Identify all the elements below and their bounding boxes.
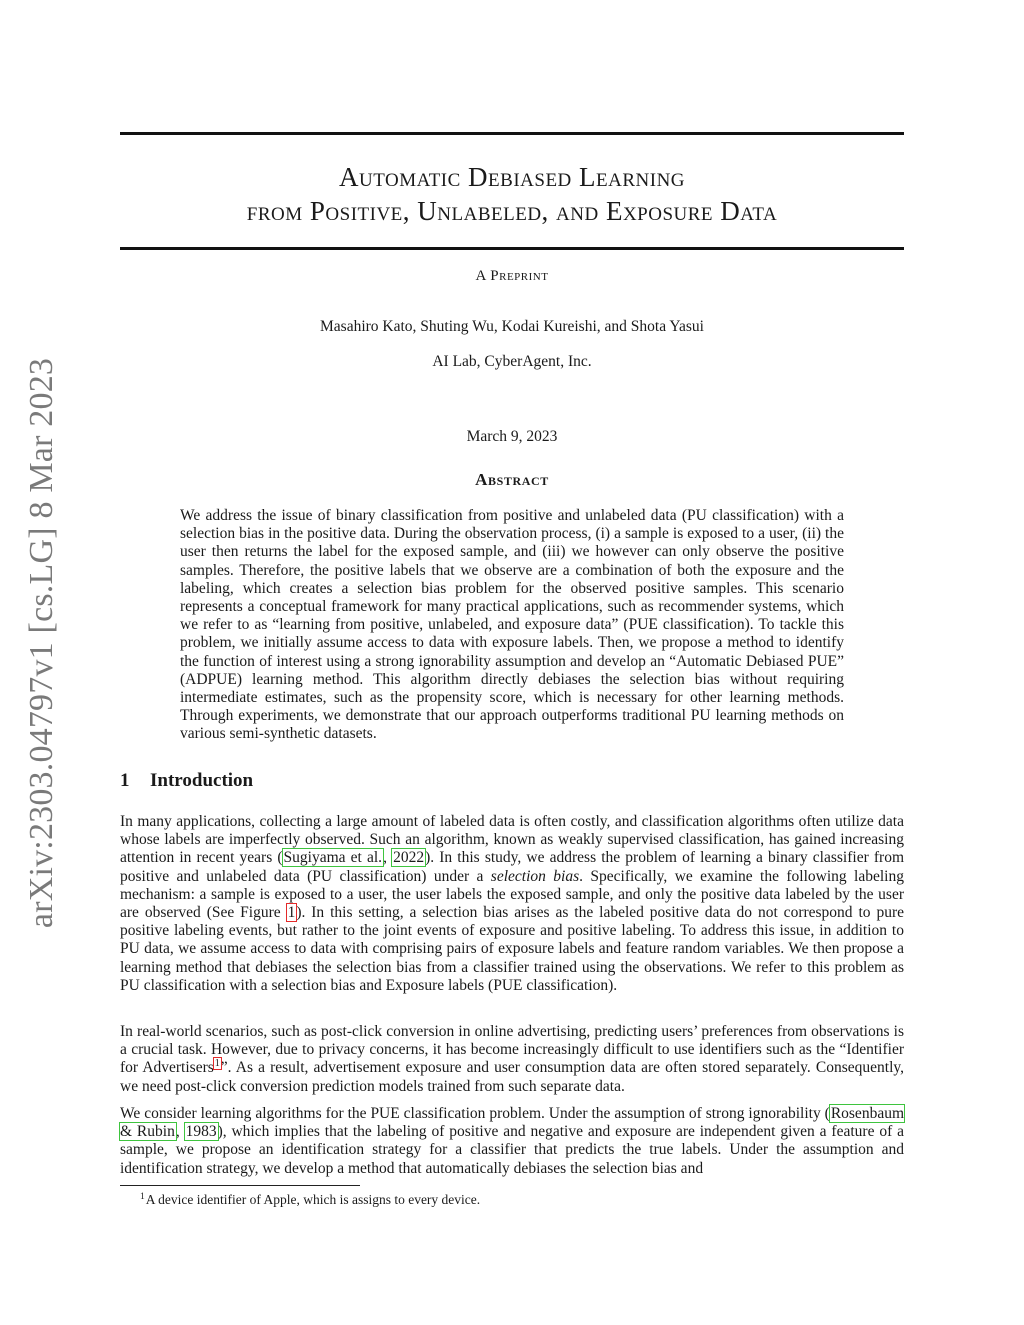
author-list: Masahiro Kato, Shuting Wu, Kodai Kureishi, and Shota Yasui [320,318,704,335]
text-run: ”. As a result, advertisement exposure and user consumption data are often stored separately. Consequently, we need post-click conversion prediction models trained from such separate data. [120,1059,904,1095]
arxiv-identifier[interactable]: arXiv:2303.04797v1 [cs.LG] 8 Mar 2023 [23,357,61,928]
paper-title [120,160,904,228]
intro-paragraph-1 [120,813,904,995]
citation-link-rosenbaum[interactable]: Rosenbaum & Rubin [120,1105,904,1141]
text-run: ). In this study, we address the problem of learning a binary classifier from positive and unlabeled data (PU classification) under a [120,849,905,885]
section-heading-introduction [120,770,253,792]
title-line-1: Automatic Debiased Learning [338,162,686,192]
text-run: ), which implies that the labeling of positive and negative and exposure are independent given a feature of a sample, we propose an identification strategy for a classifier that predicts the true labels. Under the assumption and identification strategy, we develop a method that automatically debiases the selection bias and [120,1123,904,1177]
citation-link-sugiyama[interactable] [283,849,384,866]
footnote [140,1192,480,1208]
paper-date: March 9, 2023 [466,428,558,445]
abstract-text: We address the issue of binary classification from positive and unlabeled data (PU classification) with a selection bias in the positive data. During the observation process, (i) a sample is exposed to a user, (ii) the user then returns the label for the exposed sample, and (iii) we however can only observe the positive samples. Therefore, the positive labels that we observe are a combination of both the exposure and the labeling, which creates a selection bias problem for the observed positive samples. This scenario represents a conceptual framework for many practical applications, such as recommender systems, which we refer to as “learning from positive, unlabeled, and exposure data” (PUE classification). To tackle this problem, we initially assume access to data with exposure labels. Then, we propose a method to identify the function of interest using a strong ignorability assumption and develop an “Automatic Debiased PUE” (ADPUE) learning method. This algorithm directly debiases the selection bias without requiring intermediate estimates, such as the propensity score, which is necessary for other learning methods. Through experiments, we demonstrate that our approach outperforms traditional PU learning methods on various semi-synthetic datasets. [180,507,844,743]
preprint-label: A Preprint [475,268,549,284]
text-run: ). In this setting, a selection bias arises as the labeled positive data do not correspond to pure positive labeling events, but rather to the joint events of exposure and positive labeling. To address this issue, in addition to PU data, we assume access to data with comprising pairs of exposure labels and feature random variables. We then propose a learning method that debiases the selection bias from a classifier trained using the observations. We refer to this problem as PU classification with a selection bias and Exposure labels (PUE classification). [120,904,904,994]
citation-year-link[interactable]: 1983 [185,1123,217,1141]
text-run: , [175,1123,185,1141]
abstract-heading: Abstract [475,470,549,489]
intro-paragraph-2 [120,1023,904,1096]
citation-author: Sugiyama et al. [283,849,383,867]
affiliation: AI Lab, CyberAgent, Inc. [432,353,592,370]
citation-year-link[interactable]: 2022 [393,849,425,867]
footnote-text: A device identifier of Apple, which is assigns to every device. [145,1192,481,1207]
figure-ref-link[interactable]: 1 [287,904,296,922]
title-top-rule [120,132,904,135]
text-run: We consider learning algorithms for the PUE classification problem. Under the assumption of strong ignorability ( [120,1105,830,1122]
title-line-2: from Positive, Unlabeled, and Exposure Data [246,196,778,226]
footnote-ref-link[interactable]: 1 [214,1058,220,1070]
footnote-rule [120,1185,360,1186]
text-run: , [383,849,393,867]
text-run: In real-world scenarios, such as post-click conversion in online advertising, predicting users’ preferences from observations is a crucial task. However, due to privacy concerns, it has become increasingly difficult to use identifiers such as the “Identifier for Advertisers [120,1023,904,1077]
section-number: 1 [120,770,130,791]
title-bottom-rule [120,247,904,250]
section-title: Introduction [150,770,254,791]
emphasis-selection-bias: selection bias [490,867,580,885]
text-run: In many applications, collecting a large amount of labeled data is often costly, and classification algorithms often utilize data whose labels are imperfectly observed. Such an algorithm, known as weakly supervised classification, has gained increasing attention in recent years ( [120,813,904,867]
text-run: . Specifically, we examine the following labeling mechanism: a sample is exposed to a user, the user labels the exposed sample, and only the positive data labeled by the user are observed (See Figure [120,867,904,922]
intro-paragraph-3 [120,1105,904,1178]
footnote-mark: 1 [140,1191,145,1202]
